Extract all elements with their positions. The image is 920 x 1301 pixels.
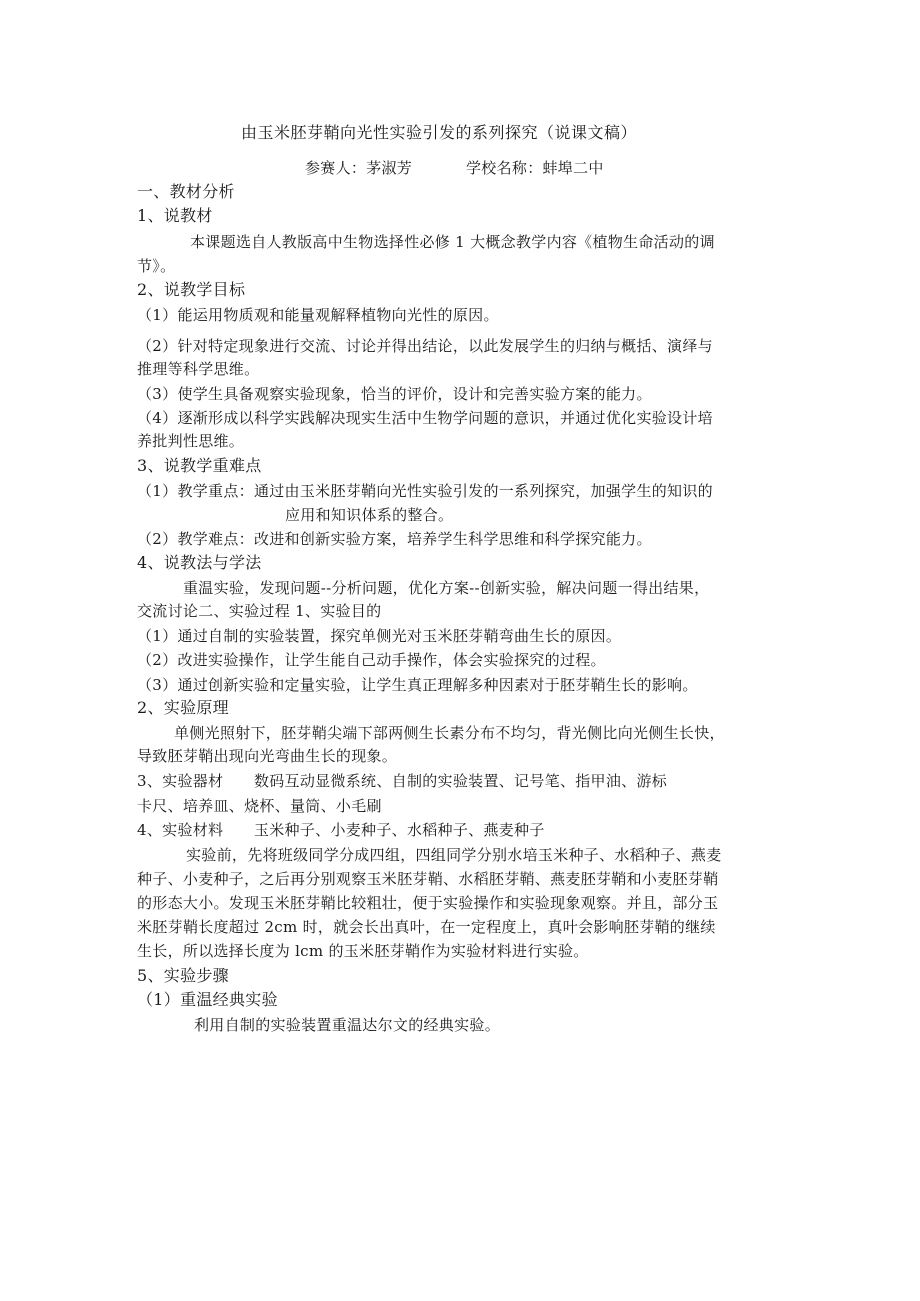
body-line: 4、实验材料 玉米种子、小麦种子、水稻种子、燕麦种子 bbox=[137, 821, 545, 839]
body-line: （1）通过自制的实验装置，探究单侧光对玉米胚芽鞘弯曲生长的原因。 bbox=[137, 627, 622, 645]
subsection-heading: 3、说教学重难点 bbox=[137, 456, 262, 475]
subsection-heading: 2、实验原理 bbox=[137, 698, 229, 717]
subsection-heading: （1）重温经典实验 bbox=[137, 990, 278, 1009]
body-line: 导致胚芽鞘出现向光弯曲生长的现象。 bbox=[137, 747, 398, 765]
body-line: 重温实验，发现问题--分析问题，优化方案--创新实验，解决问题一得出结果， bbox=[183, 579, 710, 597]
subsection-heading: 2、说教学目标 bbox=[137, 280, 246, 299]
body-line: （2）改进实验操作，让学生能自己动手操作，体会实验探究的过程。 bbox=[137, 651, 606, 669]
body-line: 利用自制的实验装置重温达尔文的经典实验。 bbox=[194, 1016, 501, 1034]
body-line: （2）教学难点：改进和创新实验方案，培养学生科学思维和科学探究能力。 bbox=[137, 530, 652, 548]
body-line: 实验前，先将班级同学分成四组，四组同学分别水培玉米种子、水稻种子、燕麦 bbox=[186, 846, 722, 864]
body-line: 单侧光照射下，胚芽鞘尖端下部两侧生长素分布不均匀，背光侧比向光侧生长快， bbox=[174, 724, 725, 742]
body-line: （1）教学重点：通过由玉米胚芽鞘向光性实验引发的一系列探究，加强学生的知识的 bbox=[137, 482, 713, 500]
body-line: 节》。 bbox=[137, 257, 176, 275]
body-line: （2）针对特定现象进行交流、讨论并得出结论，以此发展学生的归纳与概括、演绎与 bbox=[137, 337, 713, 355]
body-line: 应用和知识体系的整合。 bbox=[285, 506, 454, 524]
body-line: 本课题选自人教版高中生物选择性必修 1 大概念教学内容《植物生命活动的调 bbox=[190, 233, 715, 251]
subsection-heading: 1、说教材 bbox=[137, 206, 213, 225]
body-line: 种子、小麦种子，之后再分别观察玉米胚芽鞘、水稻胚芽鞘、燕麦胚芽鞘和小麦胚芽鞘 bbox=[137, 870, 719, 888]
body-line: （4）逐渐形成以科学实践解决现实生活中生物学问题的意识，并通过优化实验设计培 bbox=[137, 409, 713, 427]
body-line: 生长，所以选择长度为 lcm 的玉米胚芽鞘作为实验材料进行实验。 bbox=[137, 942, 589, 960]
body-line: （3）通过创新实验和定量实验，让学生真正理解多种因素对于胚芽鞘生长的影响。 bbox=[137, 676, 698, 694]
body-line: 的形态大小。发现玉米胚芽鞘比较粗壮，便于实验操作和实验现象观察。并且，部分玉 bbox=[137, 894, 719, 912]
document-title: 由玉米胚芽鞘向光性实验引发的系列探究（说课文稿） bbox=[241, 123, 638, 142]
body-line: 卡尺、培养皿、烧杯、量筒、小毛刷 bbox=[137, 797, 382, 815]
body-line: 推理等科学思维。 bbox=[137, 360, 260, 378]
body-line: 养批判性思维。 bbox=[137, 432, 245, 450]
subsection-heading: 4、说教法与学法 bbox=[137, 553, 262, 572]
school-line: 学校名称：蚌埠二中 bbox=[466, 159, 604, 177]
subsection-heading: 5、实验步骤 bbox=[137, 966, 229, 985]
body-line: 米胚芽鞘长度超过 2cm 时，就会长出真叶，在一定程度上，真叶会影响胚芽鞘的继续 bbox=[137, 918, 716, 936]
body-line: （1）能运用物质观和能量观解释植物向光性的原因。 bbox=[137, 306, 499, 324]
body-line: 3、实验器材 数码互动显微系统、自制的实验装置、记号笔、指甲油、游标 bbox=[137, 772, 668, 790]
body-line: 交流讨论二、实验过程 1、实验目的 bbox=[137, 602, 382, 620]
body-line: （3）使学生具备观察实验现象，恰当的评价，设计和完善实验方案的能力。 bbox=[137, 385, 652, 403]
author-line: 参赛人：茅淑芳 bbox=[305, 159, 413, 177]
section-heading: 一、教材分析 bbox=[137, 182, 235, 201]
